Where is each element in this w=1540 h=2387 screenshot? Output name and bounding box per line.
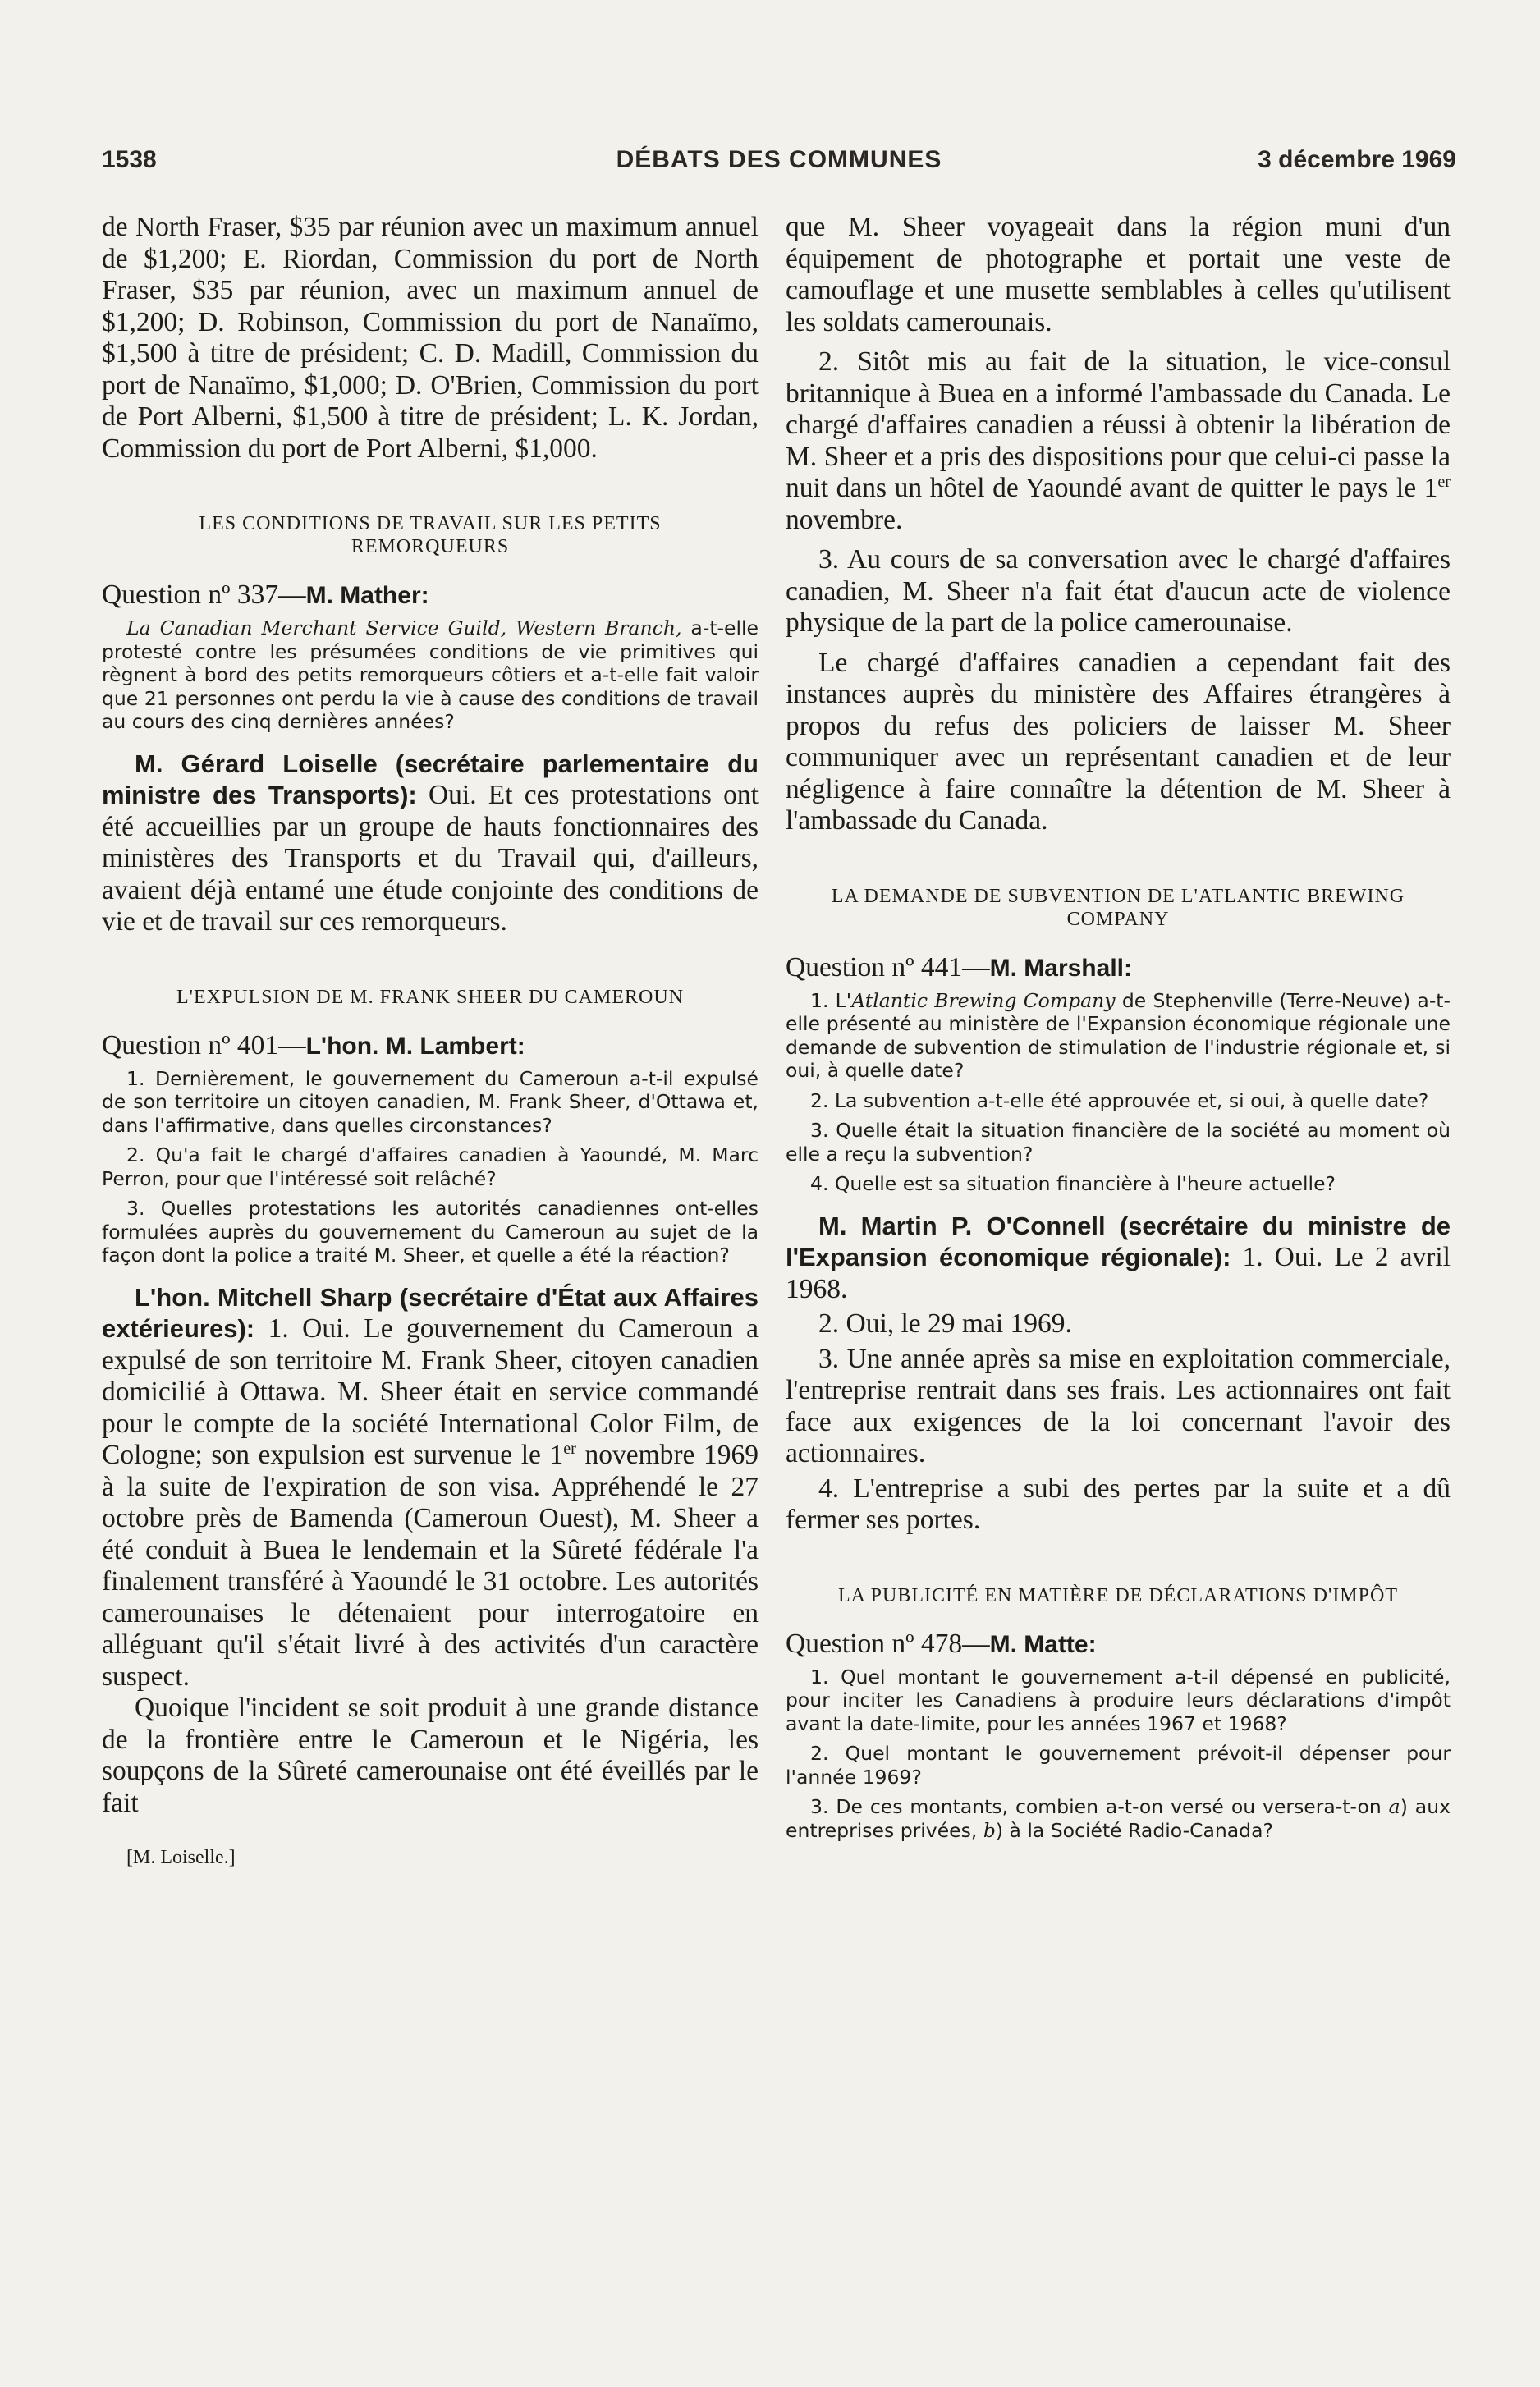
superscript: er — [563, 1439, 576, 1458]
questioner-name: M. Mather: — [305, 582, 429, 609]
question-478-part-2: 2. Quel montant le gouvernement prévoit-il dépenser pour l'année 1969? — [786, 1742, 1451, 1789]
section-heading-expulsion: L'EXPULSION DE M. FRANK SHEER DU CAMEROUN — [176, 986, 685, 1008]
continued-paragraph: que M. Sheer voyageait dans la région muni d'un équipement de photographe et portait une veste de camouflage et une musette semblables à celles qu'utilisent les soldats camerounais. — [786, 212, 1451, 337]
publication-title: DÉBATS DES COMMUNES — [616, 146, 942, 173]
question-478-part-3 — [786, 1795, 1451, 1842]
speaker-name: L'hon. Mitchell Sharp (secrétaire d'État aux Affaires extérieures): — [102, 1282, 759, 1343]
question-401 — [102, 1030, 759, 1062]
answer-441-point-4: 4. L'entreprise a subi des pertes par la suite et a dû fermer ses portes. — [786, 1473, 1451, 1535]
q-text-end: ) à la Société Radio-Canada? — [995, 1818, 1273, 1842]
italic-letter-b: b — [983, 1818, 996, 1842]
answer-401 — [102, 1282, 759, 1693]
question-441-part-2: 2. La subvention a-t-elle été approuvée et, si oui, à quelle date? — [810, 1088, 1429, 1112]
page-header — [102, 146, 1456, 187]
paragraph-text-cont: novembre. — [786, 504, 903, 535]
italic-letter-a: a — [1388, 1795, 1400, 1818]
question-number: Question nº 478— — [786, 1628, 990, 1659]
answer-337 — [102, 749, 759, 938]
questioner-name: M. Marshall: — [989, 954, 1132, 982]
answer-441-point-2: 2. Oui, le 29 mai 1969. — [818, 1308, 1072, 1339]
section-heading-publicite: LA PUBLICITÉ EN MATIÈRE DE DÉCLARATIONS D'IMPÔT — [838, 1584, 1398, 1606]
superscript: er — [1437, 472, 1451, 491]
page-date: 3 décembre 1969 — [1258, 146, 1456, 173]
answer-body: 1. Oui. Le 2 avril 1968. — [786, 1242, 1451, 1304]
answer-body: 1. Oui. Le gouvernement du Cameroun a expulsé de son territoire M. Frank Sheer, citoyen canadien domicilié à Ottawa. M. Sheer était en service commandé pour le compte de la société International Color Film, de Cologne; son expulsion est survenue le 1 — [102, 1313, 759, 1470]
answer-441-point-3: 3. Une année après sa mise en exploitation commerciale, l'entreprise rentrait dans ses frais. Les actionnaires ont fait face aux exigences de la loi concernant l'avoir des actionnaires. — [786, 1343, 1451, 1468]
question-401-part-2: 2. Qu'a fait le chargé d'affaires canadien à Yaoundé, M. Marc Perron, pour que l'intéressé soit relâché? — [102, 1143, 759, 1190]
answer-body: Oui. Et ces protestations ont été accueillies par un groupe de hauts fonctionnaires des ministères des Transports et du Travail qui, d'ailleurs, avaient déjà entamé une étude conjointe des conditions de vie et de travail sur ces remorqueurs. — [102, 780, 759, 937]
question-441 — [786, 952, 1451, 984]
question-number: Question nº 401— — [102, 1029, 306, 1061]
q-text-cont: de Stephenville (Terre-Neuve) a-t-elle présenté au ministère de l'Expansion économique régionale une demande de subvention de stimulation de l'industrie régionale et, si oui, à quelle date? — [786, 988, 1451, 1082]
q-text-mid: ) aux entreprises privées, — [786, 1795, 1451, 1842]
italic-text: La Canadian Merchant Service Guild, Western Branch, — [126, 616, 682, 639]
q-text: 1. L' — [810, 988, 852, 1012]
question-401-part-1: 1. Dernièrement, le gouvernement du Cameroun a-t-il expulsé de son territoire un citoyen canadien, M. Frank Sheer, d'Ottawa et, dans l'affirmative, dans quelles circonstances? — [102, 1066, 759, 1137]
italic-text: Atlantic Brewing Company — [851, 988, 1116, 1012]
question-number: Question nº 337— — [102, 580, 306, 610]
question-337 — [102, 580, 759, 612]
question-441-part-4: 4. Quelle est sa situation financière à l'heure actuelle? — [810, 1172, 1336, 1195]
answer-401-point-3: 3. Au cours de sa conversation avec le chargé d'affaires canadien, M. Sheer n'a fait état d'aucun acte de violence physique de la part de la police camerounaise. — [786, 544, 1451, 638]
question-478-part-1: 1. Quel montant le gouvernement a-t-il dépensé en publicité, pour inciter les Canadiens à produire leurs déclarations d'impôt avant la date-limite, pour les années 1967 et 1968? — [786, 1665, 1451, 1735]
answer-body-cont: novembre 1969 à la suite de l'expiration de son visa. Appréhendé le 27 octobre près de Bamenda (Cameroun Ouest), M. Sheer a été conduit à Buea le lendemain et la Sûreté fédérale l'a finalement transféré à Yaoundé le 31 octobre. Les autorités camerounaises le détenaient pour interrogatoire en alléguant qu'il s'était livré à des activités d'un caractère suspect. — [102, 1440, 759, 1692]
questioner-name: M. Matte: — [989, 1630, 1097, 1658]
speaker-name: M. Martin P. O'Connell (secrétaire du ministre de l'Expansion économique régionale): — [786, 1211, 1451, 1271]
question-441-part-1 — [786, 989, 1451, 1083]
answer-401-paragraph-4: Le chargé d'affaires canadien a cependant fait des instances auprès du ministère des Affaires étrangères à propos du refus des policiers de laisser M. Sheer communiquer avec un représentant canadien et de leur négligence à faire connaître la détention de M. Sheer à l'ambassade du Canada. — [786, 647, 1451, 836]
answer-401-paragraph-2: Quoique l'incident se soit produit à une grande distance de la frontière entre le Cameroun et le Nigéria, les soupçons de la Sûreté camerounaise ont été éveillés par le fait — [102, 1693, 759, 1818]
intro-paragraph: de North Fraser, $35 par réunion avec un maximum annuel de $1,200; E. Riordan, Commission du port de North Fraser, $35 par réunion, avec un maximum annuel de $1,200; D. Robinson, Commission du port de Nanaïmo, $1,500 à titre de président; C. D. Madill, Commission du port de Nanaïmo, $1,000; D. O'Brien, Commission du port de Port Alberni, $1,500 à titre de président; L. K. Jordan, Commission du port de Port Alberni, $1,000. — [102, 212, 759, 464]
question-478 — [786, 1629, 1451, 1661]
q-text: 3. De ces montants, combien a-t-on versé ou versera-t-on — [810, 1795, 1389, 1818]
question-401-part-3: 3. Quelles protestations les autorités canadiennes ont-elles formulées auprès du gouvernement du Cameroun au sujet de la façon dont la police a traité M. Sheer, et quelle a été la réaction? — [102, 1197, 759, 1267]
question-number: Question nº 441— — [786, 951, 990, 983]
right-column — [786, 212, 1451, 1849]
left-column — [102, 212, 759, 1869]
section-heading-atlantic-brewing: LA DEMANDE DE SUBVENTION DE L'ATLANTIC BREWING COMPANY — [831, 885, 1405, 930]
question-441-part-3: 3. Quelle était la situation financière de la société au moment où elle a reçu la subvention? — [786, 1119, 1451, 1166]
speaker-name: M. Gérard Loiselle (secrétaire parlementaire du ministre des Transports): — [102, 749, 759, 809]
speaker-footer-note: [M. Loiselle.] — [126, 1847, 236, 1868]
questioner-name: L'hon. M. Lambert: — [305, 1032, 525, 1060]
answer-441 — [786, 1211, 1451, 1306]
question-body: a-t-elle protesté contre les présumées conditions de vie primitives qui règnent à bord des petits remorqueurs côtiers et a-t-elle fait valoir que 21 personnes ont perdu la vie à cause des conditions de travail au cours des cinq dernières années? — [102, 616, 759, 733]
answer-401-point-2 — [786, 346, 1451, 536]
paragraph-text: 2. Sitôt mis au fait de la situation, le vice-consul britannique à Buea en a informé l'ambassade du Canada. Le chargé d'affaires canadien a réussi à obtenir la libération de M. Sheer et a pris des dispositions pour que celui-ci passe la nuit dans un hôtel de Yaoundé avant de quitter le pays le 1 — [786, 346, 1451, 503]
question-337-text — [102, 616, 759, 734]
page-number: 1538 — [102, 146, 157, 173]
section-heading-remorqueurs: LES CONDITIONS DE TRAVAIL SUR LES PETITS REMORQUEURS — [199, 513, 662, 557]
